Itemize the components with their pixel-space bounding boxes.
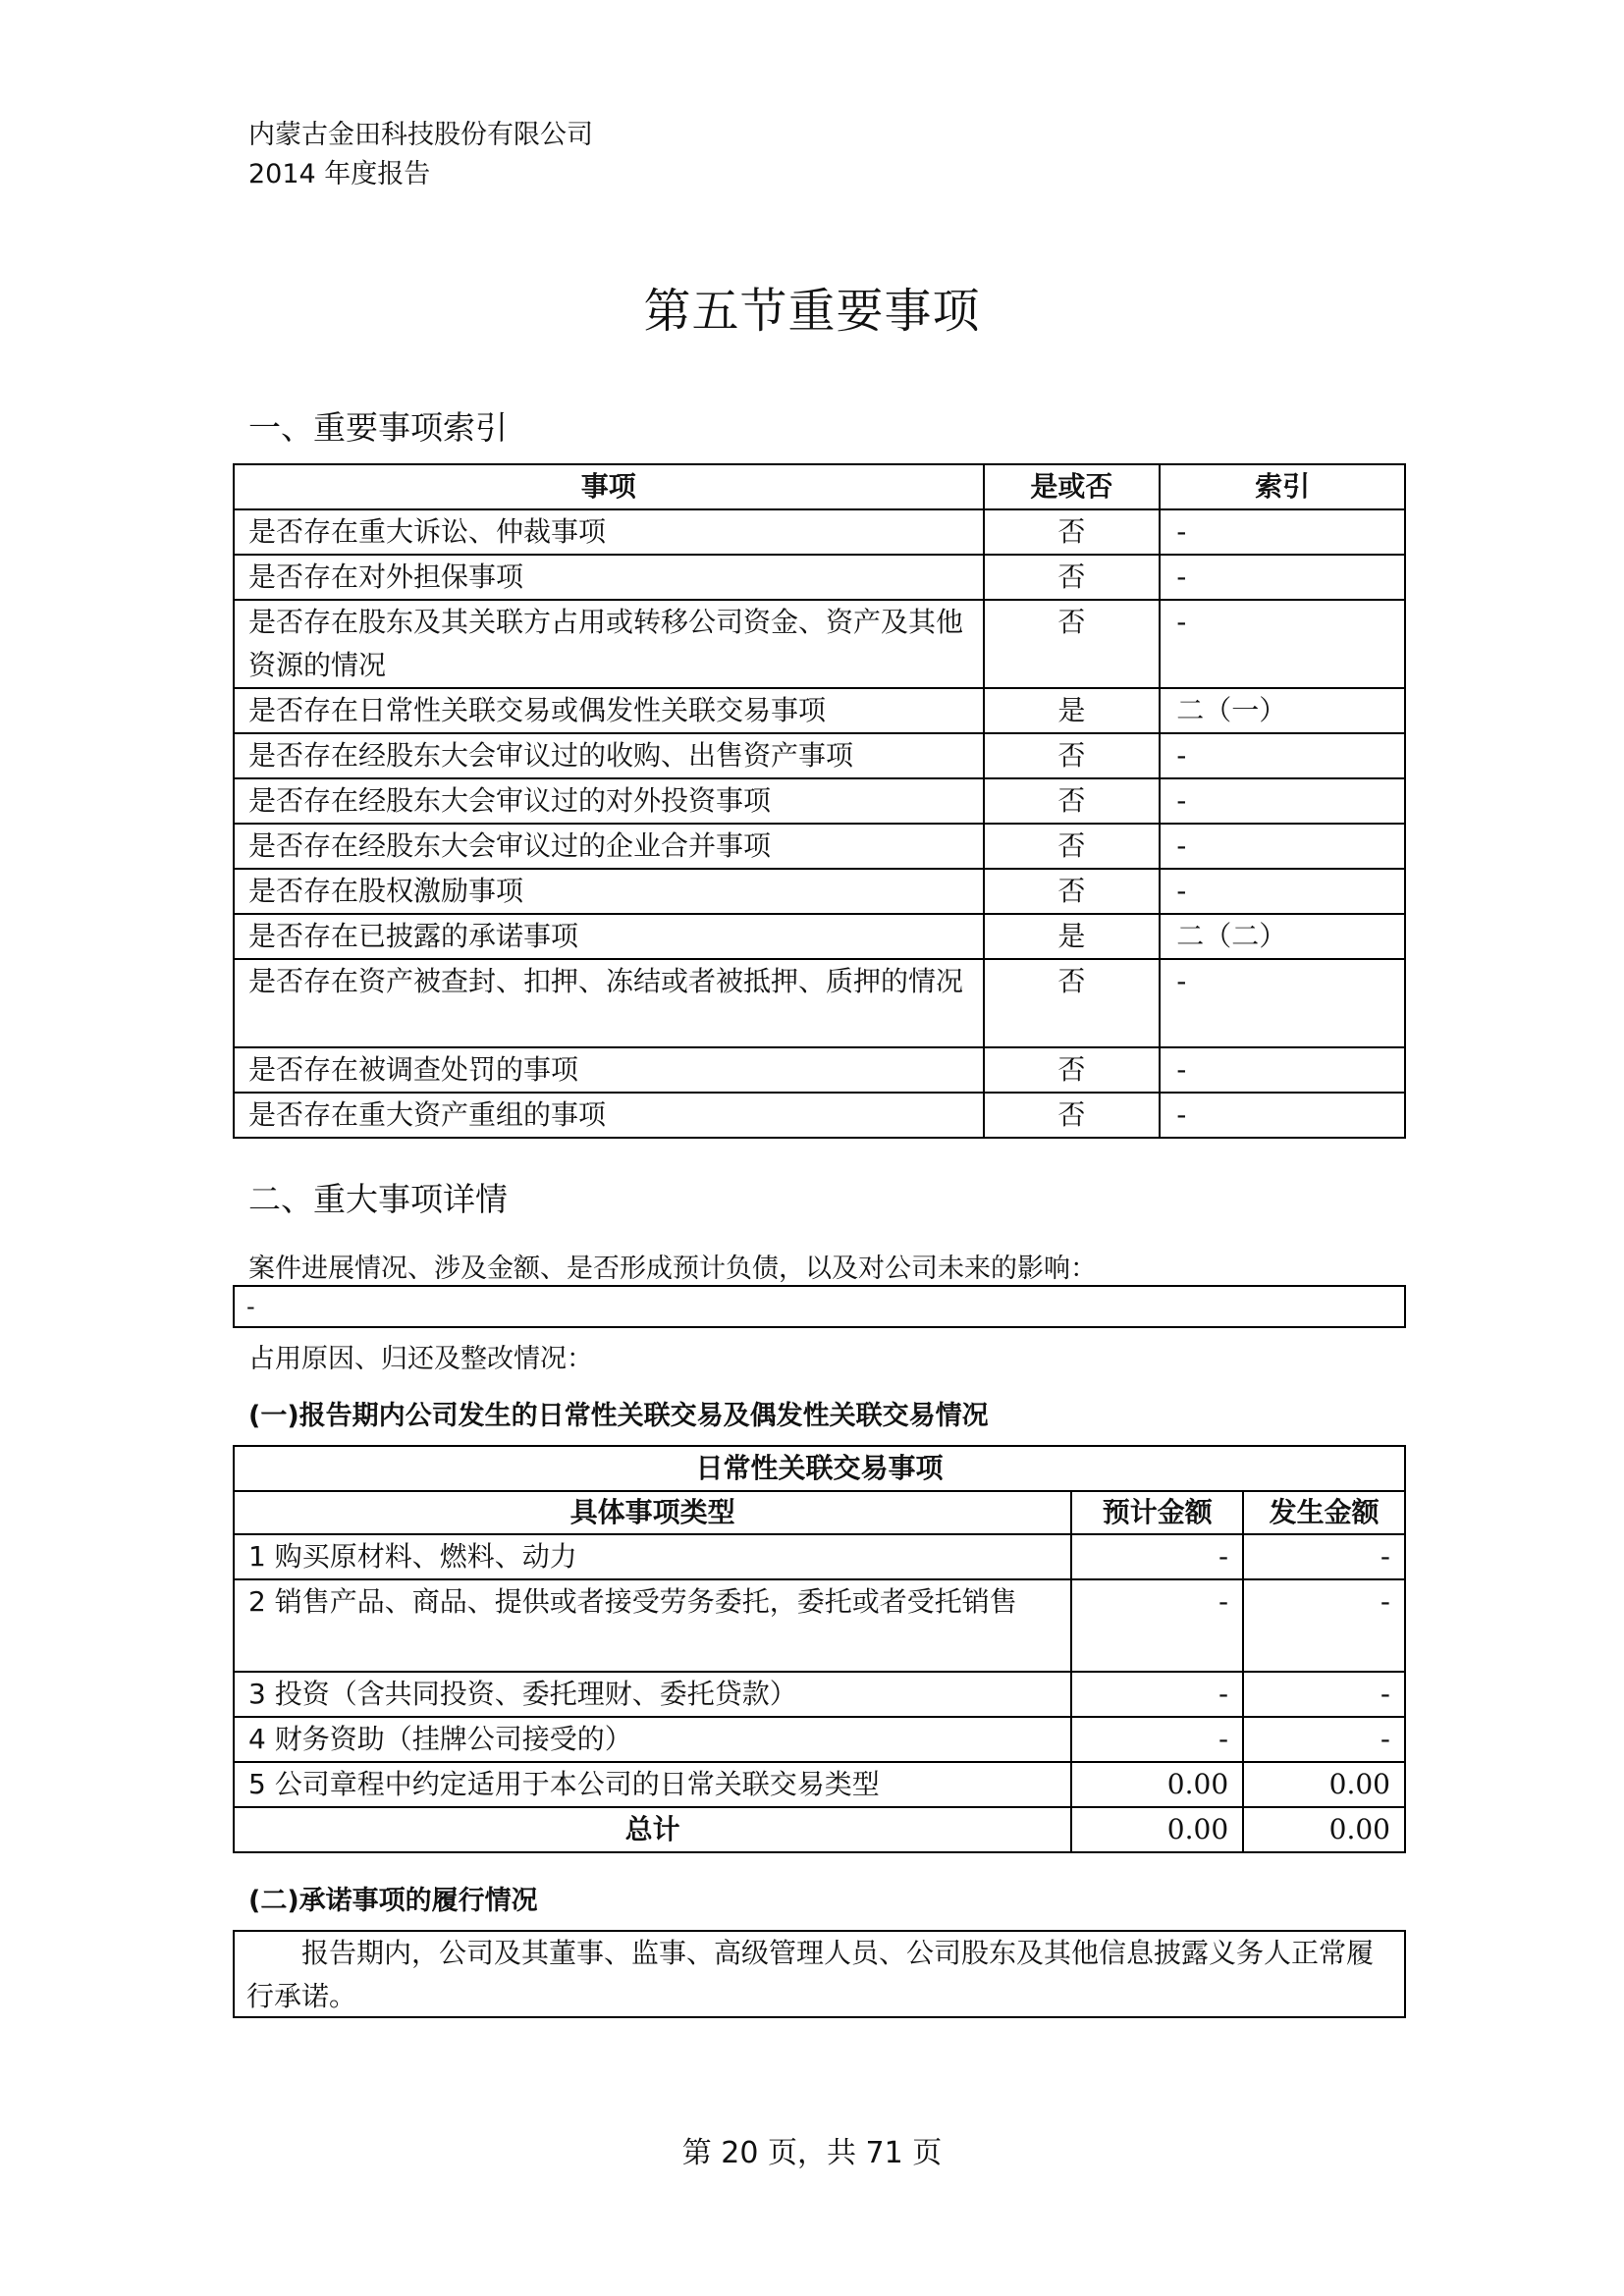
table-row	[234, 1762, 1405, 1807]
actual-amount-cell: -	[1243, 1534, 1405, 1579]
planned-amount-cell: -	[1071, 1717, 1243, 1762]
planned-amount-cell: -	[1071, 1534, 1243, 1579]
matter-cell: 是否存在被调查处罚的事项	[234, 1047, 984, 1093]
table-row	[234, 1579, 1405, 1672]
matter-cell: 是否存在已披露的承诺事项	[234, 914, 984, 959]
table-row	[234, 1093, 1405, 1138]
matter-cell: 是否存在股东及其关联方占用或转移公司资金、资产及其他资源的情况	[234, 600, 984, 688]
actual-amount-cell: -	[1243, 1672, 1405, 1717]
yes-no-cell: 是	[984, 914, 1161, 959]
section1-heading: 一、重要事项索引	[248, 408, 508, 447]
case-value-box	[233, 1285, 1406, 1328]
index-cell: -	[1160, 959, 1405, 1047]
table-row	[234, 733, 1405, 778]
matter-cell: 是否存在经股东大会审议过的对外投资事项	[234, 778, 984, 824]
matter-cell: 是否存在对外担保事项	[234, 555, 984, 600]
table-caption-row	[234, 1446, 1405, 1491]
index-cell: -	[1160, 733, 1405, 778]
type-cell: 3 投资（含共同投资、委托理财、委托贷款）	[234, 1672, 1071, 1717]
type-cell: 2 销售产品、商品、提供或者接受劳务委托，委托或者受托销售	[234, 1579, 1071, 1672]
index-cell: 二（一）	[1160, 688, 1405, 733]
company-name: 内蒙古金田科技股份有限公司	[248, 120, 593, 150]
yes-no-cell: 否	[984, 959, 1161, 1047]
table-row	[234, 959, 1405, 1047]
matter-cell: 是否存在经股东大会审议过的收购、出售资产事项	[234, 733, 984, 778]
table-row	[234, 555, 1405, 600]
total-label: 总计	[234, 1807, 1071, 1852]
matter-cell: 是否存在股权激励事项	[234, 869, 984, 914]
total-actual-amount: 0.00	[1243, 1807, 1405, 1852]
type-cell: 4 财务资助（挂牌公司接受的）	[234, 1717, 1071, 1762]
table-row	[234, 869, 1405, 914]
matter-cell: 是否存在经股东大会审议过的企业合并事项	[234, 824, 984, 869]
col-header: 索引	[1160, 464, 1405, 509]
total-planned-amount: 0.00	[1071, 1807, 1243, 1852]
actual-amount-cell: 0.00	[1243, 1762, 1405, 1807]
index-cell: 二（二）	[1160, 914, 1405, 959]
col-header: 事项	[234, 464, 984, 509]
table-row	[234, 509, 1405, 555]
index-cell: -	[1160, 555, 1405, 600]
index-cell: -	[1160, 869, 1405, 914]
subsection1-heading: (一)报告期内公司发生的日常性关联交易及偶发性关联交易情况	[248, 1401, 989, 1431]
type-cell: 1 购买原材料、燃料、动力	[234, 1534, 1071, 1579]
col-header: 是或否	[984, 464, 1161, 509]
yes-no-cell: 否	[984, 778, 1161, 824]
case-value: -	[246, 1293, 255, 1320]
table-row	[234, 1717, 1405, 1762]
table-header-row	[234, 464, 1405, 509]
yes-no-cell: 否	[984, 824, 1161, 869]
subsection2-heading: (二)承诺事项的履行情况	[248, 1886, 538, 1916]
case-note: 案件进展情况、涉及金额、是否形成预计负债，以及对公司未来的影响：	[248, 1254, 1097, 1284]
table-caption: 日常性关联交易事项	[234, 1446, 1405, 1491]
index-cell: -	[1160, 1047, 1405, 1093]
yes-no-cell: 否	[984, 1047, 1161, 1093]
actual-amount-cell: -	[1243, 1717, 1405, 1762]
index-cell: -	[1160, 600, 1405, 688]
commitment-text: 报告期内，公司及其董事、监事、高级管理人员、公司股东及其他信息披露义务人正常履行承诺。	[246, 1937, 1375, 2012]
page-number: 第 20 页，共 71 页	[681, 2136, 943, 2170]
index-cell: -	[1160, 1093, 1405, 1138]
table-row	[234, 778, 1405, 824]
matter-cell: 是否存在重大资产重组的事项	[234, 1093, 984, 1138]
planned-amount-cell: 0.00	[1071, 1762, 1243, 1807]
total-row	[234, 1807, 1405, 1852]
table-row	[234, 824, 1405, 869]
occupy-note: 占用原因、归还及整改情况：	[248, 1344, 593, 1374]
planned-amount-cell: -	[1071, 1579, 1243, 1672]
index-cell: -	[1160, 778, 1405, 824]
index-cell: -	[1160, 824, 1405, 869]
related-transactions-table	[233, 1445, 1406, 1853]
yes-no-cell: 否	[984, 733, 1161, 778]
yes-no-cell: 否	[984, 1093, 1161, 1138]
matter-cell: 是否存在日常性关联交易或偶发性关联交易事项	[234, 688, 984, 733]
planned-amount-cell: -	[1071, 1672, 1243, 1717]
table-row	[234, 1047, 1405, 1093]
col-header: 具体事项类型	[234, 1491, 1071, 1534]
table-row	[234, 1672, 1405, 1717]
table-header-row	[234, 1491, 1405, 1534]
yes-no-cell: 是	[984, 688, 1161, 733]
section2-heading: 二、重大事项详情	[248, 1180, 508, 1218]
matters-index-table	[233, 463, 1406, 1139]
yes-no-cell: 否	[984, 555, 1161, 600]
actual-amount-cell: -	[1243, 1579, 1405, 1672]
type-cell: 5 公司章程中约定适用于本公司的日常关联交易类型	[234, 1762, 1071, 1807]
yes-no-cell: 否	[984, 509, 1161, 555]
table-row	[234, 1534, 1405, 1579]
report-year: 2014 年度报告	[248, 159, 431, 189]
table-row	[234, 600, 1405, 688]
matter-cell: 是否存在资产被查封、扣押、冻结或者被抵押、质押的情况	[234, 959, 984, 1047]
index-cell: -	[1160, 509, 1405, 555]
table-row	[234, 914, 1405, 959]
table-row	[234, 688, 1405, 733]
page-title: 第五节重要事项	[643, 284, 981, 339]
matter-cell: 是否存在重大诉讼、仲裁事项	[234, 509, 984, 555]
report-header	[248, 116, 593, 194]
col-header: 预计金额	[1071, 1491, 1243, 1534]
yes-no-cell: 否	[984, 600, 1161, 688]
yes-no-cell: 否	[984, 869, 1161, 914]
col-header: 发生金额	[1243, 1491, 1405, 1534]
commitment-box	[233, 1930, 1406, 2018]
